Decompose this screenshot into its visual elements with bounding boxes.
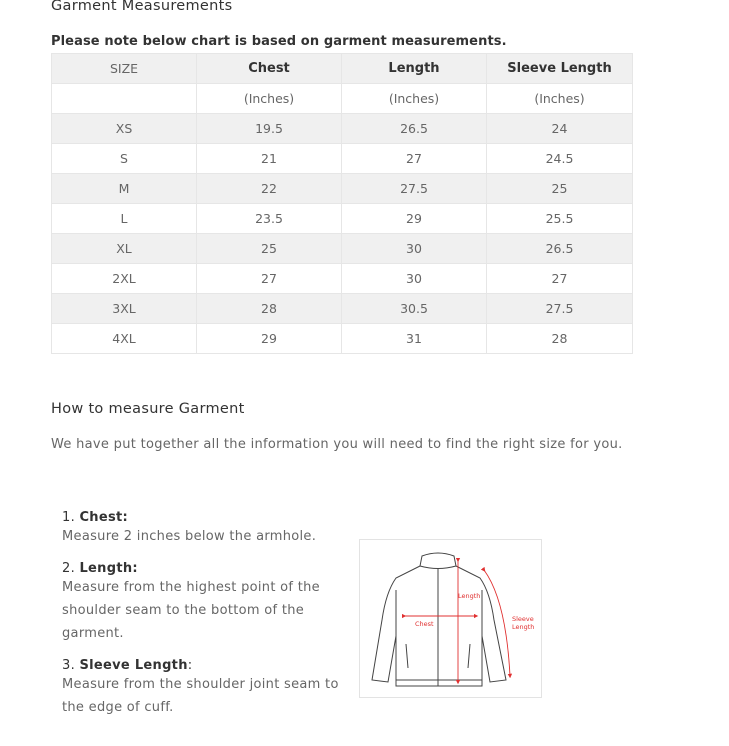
cell-sleeve: 27.5 (487, 294, 633, 324)
jacket-measurement-diagram (359, 539, 542, 698)
cell-sleeve: 25 (487, 174, 633, 204)
step-chest (62, 510, 342, 548)
table-row (52, 324, 633, 354)
cell-length: 26.5 (342, 114, 487, 144)
table-row (52, 204, 633, 234)
cell-sleeve: 25.5 (487, 204, 633, 234)
cell-length: 27.5 (342, 174, 487, 204)
cell-length: 31 (342, 324, 487, 354)
cell-size: 2XL (52, 264, 197, 294)
cell-length: 30.5 (342, 294, 487, 324)
cell-sleeve: 24.5 (487, 144, 633, 174)
garment-measurements-title: Garment Measurements (51, 0, 233, 14)
step-description: Measure from the shoulder joint seam to the edge of cuff. (62, 677, 339, 715)
cell-size: S (52, 144, 197, 174)
step-number: 1. (62, 510, 76, 525)
unit-sleeve: (Inches) (487, 84, 633, 114)
step-description: Measure from the highest point of the shoulder seam to the bottom of the garment. (62, 580, 320, 641)
how-to-measure-intro: We have put together all the information you will need to find the right size for you. (51, 437, 623, 452)
step-label: Chest: (79, 510, 129, 525)
cell-chest: 19.5 (197, 114, 342, 144)
cell-length: 29 (342, 204, 487, 234)
chart-note: Please note below chart is based on garment measurements. (51, 34, 507, 49)
cell-sleeve: 28 (487, 324, 633, 354)
table-row (52, 264, 633, 294)
step-sleeve-length (62, 658, 342, 719)
table-row (52, 294, 633, 324)
cell-chest: 23.5 (197, 204, 342, 234)
cell-size: L (52, 204, 197, 234)
step-description: Measure 2 inches below the armhole. (62, 529, 317, 544)
cell-size: XS (52, 114, 197, 144)
jacket-illustration (360, 540, 541, 697)
step-number: 2. (62, 561, 76, 576)
header-sleeve-length: Sleeve Length (487, 54, 633, 84)
cell-chest: 25 (197, 234, 342, 264)
table-row (52, 234, 633, 264)
cell-sleeve: 24 (487, 114, 633, 144)
unit-size (52, 84, 197, 114)
step-number: 3. (62, 658, 76, 673)
table-row (52, 114, 633, 144)
cell-length: 27 (342, 144, 487, 174)
cell-size: M (52, 174, 197, 204)
header-length: Length (342, 54, 487, 84)
chest-label: Chest (415, 620, 434, 628)
table-row (52, 144, 633, 174)
cell-sleeve: 27 (487, 264, 633, 294)
cell-chest: 27 (197, 264, 342, 294)
cell-size: XL (52, 234, 197, 264)
cell-length: 30 (342, 234, 487, 264)
cell-size: 4XL (52, 324, 197, 354)
cell-size: 3XL (52, 294, 197, 324)
cell-chest: 21 (197, 144, 342, 174)
length-label: Length (458, 592, 481, 600)
how-to-measure-title: How to measure Garment (51, 401, 245, 417)
step-length (62, 561, 342, 645)
step-label: Length: (79, 561, 138, 576)
cell-chest: 22 (197, 174, 342, 204)
size-chart-table (51, 53, 633, 354)
measure-steps (62, 510, 342, 719)
cell-length: 30 (342, 264, 487, 294)
cell-chest: 28 (197, 294, 342, 324)
header-size: SIZE (52, 54, 197, 84)
step-label: Sleeve Length (79, 658, 188, 673)
unit-length: (Inches) (342, 84, 487, 114)
cell-sleeve: 26.5 (487, 234, 633, 264)
table-row (52, 174, 633, 204)
table-header-row (52, 54, 633, 84)
unit-chest: (Inches) (197, 84, 342, 114)
cell-chest: 29 (197, 324, 342, 354)
sleeve-label-line1: Sleeve (512, 615, 534, 623)
table-units-row (52, 84, 633, 114)
sleeve-label-line2: Length (512, 623, 535, 631)
step-label-suffix: : (187, 658, 193, 673)
header-chest: Chest (197, 54, 342, 84)
